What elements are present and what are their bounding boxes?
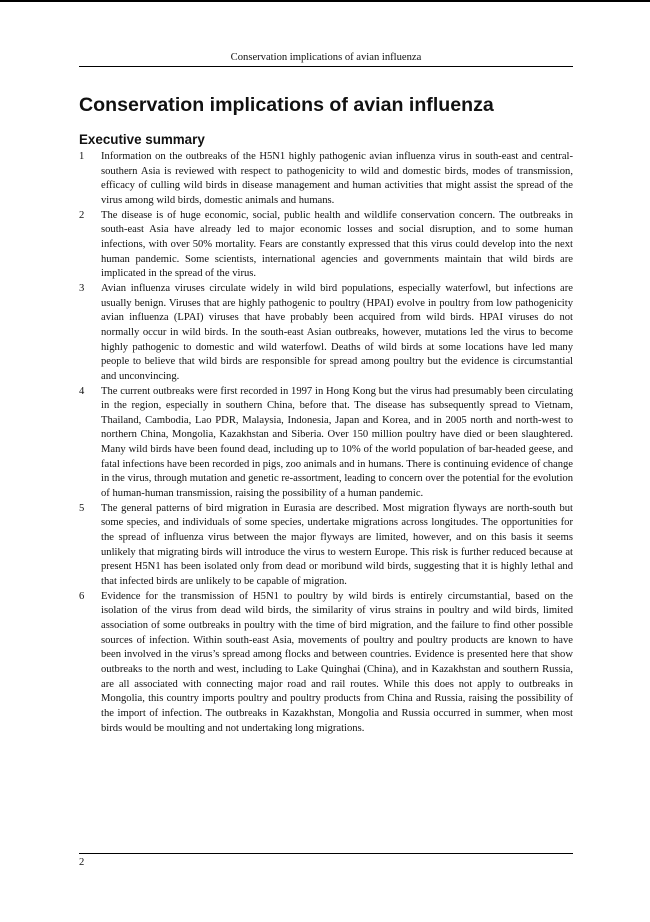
paragraph-text: Evidence for the transmission of H5N1 to poultry by wild birds is entirely circumstantial, based on the isolation of the virus from dead wild birds, the similarity of virus strains in poultry and wild birds, limited association of some outbreaks in poultry with the time of bird migration, and the failure to find other possible sources of infection. Within south-east Asia, movements of poultry and poultry products are known to have been involved in the virus’s spread among flocks and between countries. Evidence is presented here that show outbreaks to the north and west, including to Lake Quinghai (China), and in Kazakhstan and southern Russia, are all associated with connecting major road and rail routes. While this does not apply to outbreaks in Mongolia, this country imports poultry and poultry products from China and Russia, raising the possibility of the import of infection. The outbreaks in Kazakhstan, Mongolia and Russia occurred in summer, when most birds would be moulting and not undertaking long migrations.: [101, 590, 573, 734]
paragraph-text: The general patterns of bird migration in Eurasia are described. Most migration flyways are north-south but some species, and individuals of some species, undertake migrations across longitudes. The opportunities for the spread of influenza virus between the major flyways are limited, however, and on this basis it seems unlikely that migrating birds will introduce the virus to western Europe. This risk is further reduced because at present H5N1 has been isolated only from dead or moribund wild birds, suggesting that it is highly lethal and that infected birds are unlikely to be capable of migration.: [101, 502, 573, 588]
paragraph-text: The disease is of huge economic, social, public health and wildlife conservation concern. The outbreaks in south-east Asia have already led to major economic losses and social disruption, and to some human infections, with over 50% mortality. Fears are constantly expressed that this virus could develop into the next human pandemic. Some scientists, international agencies and governments maintain that wild birds are implicated in the spread of the virus.: [101, 209, 573, 280]
header-rule: [79, 66, 573, 67]
summary-paragraph-6: [79, 590, 573, 737]
paragraph-text: The current outbreaks were first recorded in 1997 in Hong Kong but the virus had presumably been circulating in the region, especially in southern China, before that. The disease has subsequently spread to Vietnam, Thailand, Cambodia, Lao PDR, Malaysia, Indonesia, Japan and Korea, and in 2005 north and north-west to northern China, Mongolia, Kazakhstan and Siberia. Over 150 million poultry have died or been slaughtered. Many wild birds have been found dead, including up to 10% of the world population of bar-headed geese, and fatal infections have been recorded in pigs, zoo animals and in humans. There is continuing evidence of change in the virus, through mutation and genetic re-assortment, leading to concern over the potential for the evolution of human-human transmission, raising the possibility of a human pandemic.: [101, 385, 573, 500]
summary-paragraphs: [79, 150, 573, 736]
paragraph-number: 3: [79, 282, 85, 294]
paragraph-number: 4: [79, 385, 85, 397]
running-header: Conservation implications of avian influenza: [230, 52, 422, 63]
page-top-border: [0, 0, 650, 2]
paragraph-text: Information on the outbreaks of the H5N1 highly pathogenic avian influenza virus in south-east and central-southern Asia is reviewed with respect to pathogenicity to wild and domestic birds, modes of transmission, efficacy of culling wild birds in disease management and human activities that might assist the spread of the virus among wild birds, domestic animals and humans.: [101, 151, 573, 206]
section-heading: Executive summary: [79, 132, 205, 147]
page-number: 2: [79, 857, 85, 868]
paragraph-number: 1: [79, 151, 85, 162]
summary-paragraph-2: [79, 209, 573, 282]
paragraph-number: 2: [79, 209, 85, 221]
summary-paragraph-5: [79, 502, 573, 590]
paragraph-number: 5: [79, 502, 85, 514]
summary-paragraph-4: [79, 385, 573, 502]
paragraph-text: Avian influenza viruses circulate widely in wild bird populations, especially waterfowl, but infections are usually benign. Viruses that are highly pathogenic to poultry (HPAI) evolve in poultry from low pathogenicity avian influenza (LPAI) viruses that have probably been acquired from wild birds. HPAI viruses do not normally occur in wild birds. In the south-east Asian outbreaks, however, mutations led the virus to become highly pathogenic to domestic and wild waterfowl. Deaths of wild birds at some locations have led many people to believe that wild birds are responsible for spread among poultry but the evidence is circumstantial and unconvincing.: [101, 282, 573, 382]
paragraph-number: 6: [79, 590, 85, 602]
footer-rule: [79, 853, 573, 854]
summary-paragraph-1: [79, 150, 573, 209]
page-title: Conservation implications of avian influenza: [79, 94, 494, 116]
summary-paragraph-3: [79, 282, 573, 385]
